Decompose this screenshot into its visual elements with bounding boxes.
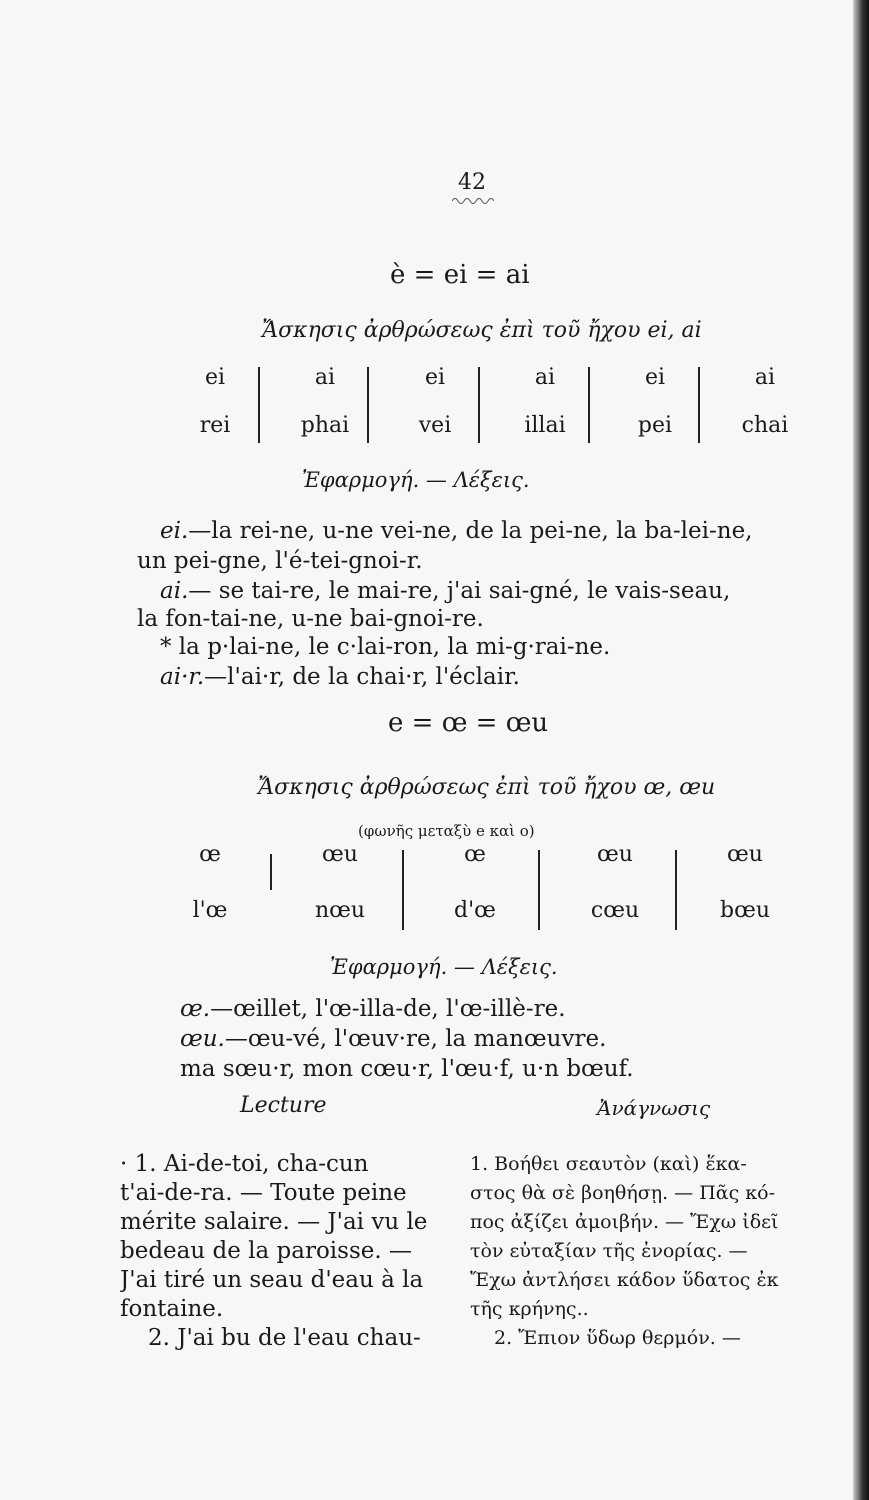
greek-line: Ἔχω ἀντλήσει κάδον ὕδατος ἐκ — [470, 1269, 779, 1291]
table-cell: œu — [322, 842, 358, 867]
table-cell: chai — [741, 413, 789, 438]
table-divider — [478, 367, 480, 443]
text-line — [160, 518, 753, 544]
greek-line: τὸν εὐταξίαν τῆς ἐνορίας. — — [470, 1240, 748, 1262]
section-oe-application-title: Ἐφαρμογή. — Λέξεις. — [330, 955, 558, 979]
table-cell: œ — [464, 842, 486, 867]
french-line: 2. J'ai bu de l'eau chau- — [148, 1325, 421, 1351]
table-cell: cœu — [590, 898, 640, 923]
line-text: —œillet, l'œ-illa-de, l'œ-illè-re. — [210, 996, 566, 1022]
line-text: —œu-vé, l'œuv·re, la manœuvre. — [224, 1026, 607, 1052]
table-cell: ai — [534, 365, 556, 390]
ornament-squiggle — [452, 196, 494, 204]
line-label: œu. — [180, 1026, 225, 1052]
table-cell: nœu — [314, 898, 366, 923]
section-ei-heading: è = ei = ai — [390, 260, 530, 290]
table-cell: pei — [637, 413, 673, 438]
table-cell: œu — [597, 842, 633, 867]
greek-line: 1. Βοήθει σεαυτὸν (καὶ) ἕκα- — [470, 1153, 747, 1175]
table-divider — [258, 367, 260, 443]
line-text: la fon-tai-ne, u-ne bai-gnoi-re. — [137, 606, 484, 632]
table-cell: ai — [314, 365, 336, 390]
greek-line: τῆς κρήνης.. — [470, 1298, 589, 1320]
french-line: t'ai-de-ra. — Toute peine — [120, 1180, 407, 1206]
table-cell: phai — [300, 413, 350, 438]
greek-line: στος θὰ σὲ βοηθήσῃ. — Πᾶς κό- — [470, 1182, 776, 1204]
line-label: ai·r. — [160, 664, 205, 690]
text-line — [137, 606, 484, 632]
reading-greek-column — [470, 1150, 825, 1353]
table-divider — [538, 850, 540, 930]
text-line — [160, 578, 730, 604]
page-number: 42 — [458, 170, 486, 195]
section-ei-exercise-title: Ἄσκησις ἀρθρώσεως ἐπὶ τοῦ ἤχου ei, ai — [262, 318, 702, 343]
french-line: · 1. Ai-de-toi, cha-cun — [120, 1151, 369, 1177]
reading-french-title: Lecture — [240, 1093, 327, 1118]
line-text: —la rei-ne, u-ne vei-ne, de la pei-ne, la ba-lei-ne, — [188, 518, 753, 544]
text-line — [180, 1026, 606, 1052]
table-divider — [588, 367, 590, 443]
table-divider — [367, 367, 369, 443]
french-line: bedeau de la paroisse. — — [120, 1238, 413, 1264]
table-cell: d'œ — [454, 898, 496, 923]
french-line: J'ai tiré un seau d'eau à la — [120, 1267, 424, 1293]
line-label: œ. — [180, 996, 211, 1022]
line-text: un pei-gne, l'é-tei-gnoi-r. — [137, 548, 423, 574]
table-cell: illai — [524, 413, 566, 438]
table-cell: ei — [424, 365, 446, 390]
table-cell: ei — [204, 365, 226, 390]
line-text: ma sœu·r, mon cœu·r, l'œu·f, u·n bœuf. — [180, 1056, 634, 1082]
table-divider — [402, 850, 404, 930]
reading-french-column — [120, 1150, 450, 1353]
table-divider — [270, 854, 272, 890]
line-text: — se tai-re, le mai-re, j'ai sai-gné, le vais-seau, — [188, 578, 731, 604]
line-text: —l'ai·r, de la chai·r, l'éclair. — [204, 664, 520, 690]
table-cell: œu — [727, 842, 763, 867]
section-ei-table — [195, 365, 815, 445]
section-oe-exercise-title: Ἄσκησις ἀρθρώσεως ἐπὶ τοῦ ἤχου œ, œu — [258, 775, 716, 800]
text-line — [160, 664, 520, 690]
section-oe-heading: e = œ = œu — [388, 708, 549, 738]
text-line — [180, 996, 566, 1022]
line-text: * la p·lai-ne, le c·lai-ron, la mi-g·rai-ne. — [160, 634, 611, 660]
text-line — [137, 548, 423, 574]
line-label: ai. — [160, 578, 189, 604]
table-divider — [675, 850, 677, 930]
table-cell: l'œ — [192, 898, 228, 923]
table-cell: rei — [199, 413, 231, 438]
text-line — [160, 634, 610, 660]
greek-line: 2. Ἔπιον ὕδωρ θερμόν. — — [494, 1327, 741, 1349]
page-edge-shadow — [853, 0, 869, 1500]
line-label: ei. — [160, 518, 189, 544]
section-oe-table — [190, 842, 810, 932]
reading-greek-title: Ἀνάγνωσις — [597, 1096, 711, 1120]
table-cell: bœu — [719, 898, 770, 923]
table-divider — [698, 367, 700, 443]
french-line: fontaine. — [120, 1296, 224, 1322]
table-cell: ei — [644, 365, 666, 390]
text-line — [180, 1056, 634, 1082]
french-line: mérite salaire. — J'ai vu le — [120, 1209, 428, 1235]
table-cell: vei — [418, 413, 452, 438]
section-ei-application-title: Ἐφαρμογή. — Λέξεις. — [302, 468, 530, 492]
table-cell: œ — [199, 842, 221, 867]
greek-line: πος ἀξίζει ἀμοιβήν. — Ἔχω ἰδεῖ — [470, 1211, 779, 1233]
table-cell: ai — [754, 365, 776, 390]
section-oe-subtitle: (φωνῆς μεταξὺ e καὶ o) — [358, 822, 535, 840]
